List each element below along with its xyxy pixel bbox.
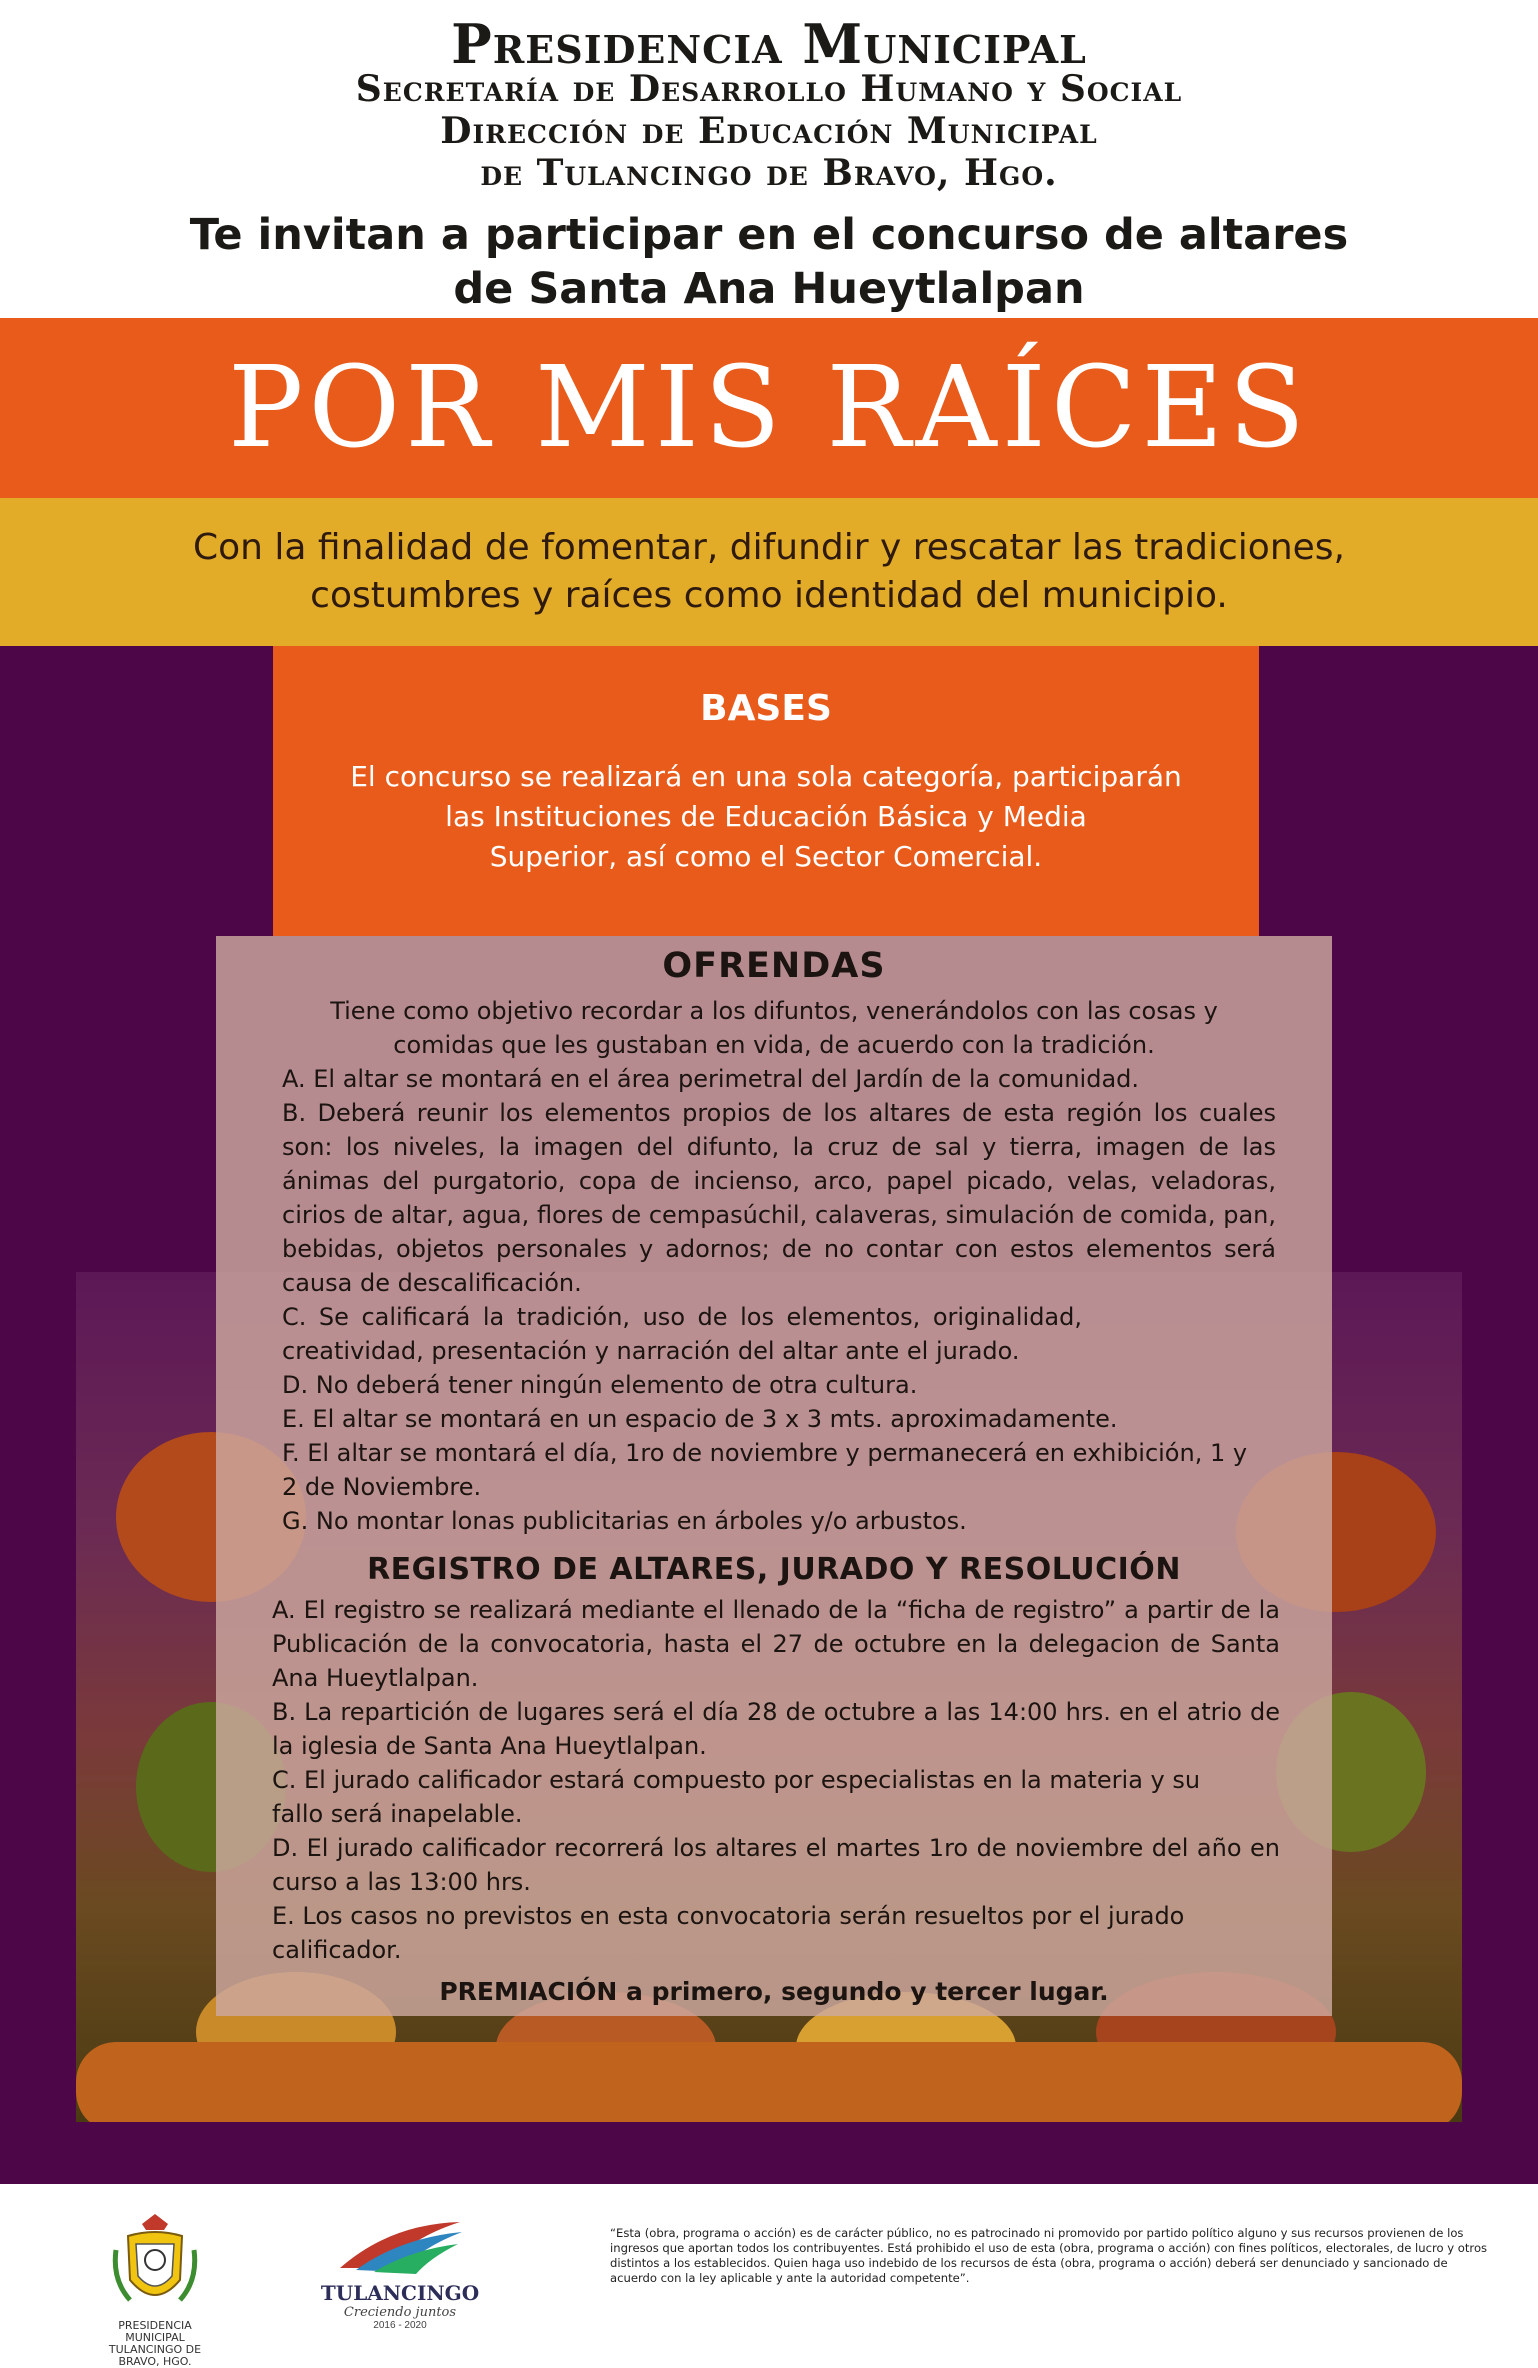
invite-line-1: Te invitan a participar en el concurso de altares bbox=[189, 210, 1349, 260]
item-letter: B. bbox=[272, 1698, 297, 1726]
purpose-line-2: costumbres y raíces como identidad del municipio. bbox=[310, 575, 1228, 616]
item-text: No montar lonas publicitarias en árboles y/o arbustos. bbox=[308, 1507, 967, 1535]
logo2-years: 2016 - 2020 bbox=[373, 2320, 427, 2331]
invite-text bbox=[0, 208, 1538, 316]
bases-text bbox=[273, 757, 1259, 877]
ofrendas-item-c bbox=[282, 1300, 1082, 1368]
logo2-slogan: Creciendo juntos bbox=[343, 2305, 457, 2320]
ofrendas-item-a bbox=[282, 1062, 1276, 1096]
item-text: El altar se montará en el área perimetral del Jardín de la comunidad. bbox=[305, 1065, 1140, 1093]
presidencia-logo bbox=[90, 2210, 220, 2368]
poster-title: POR MIS RAÍCES bbox=[228, 343, 1310, 473]
ofrendas-intro bbox=[266, 994, 1282, 1062]
item-text: El jurado calificador recorrerá los altares el martes 1ro de noviembre del año en curso a las 13:00 hrs. bbox=[272, 1834, 1280, 1896]
bases-title: BASES bbox=[700, 688, 832, 729]
invite-line-2: de Santa Ana Hueytlalpan bbox=[453, 264, 1085, 314]
item-letter: A. bbox=[282, 1065, 306, 1093]
bases-line-1: El concurso se realizará en una sola categoría, participarán bbox=[350, 760, 1182, 793]
ofrendas-item-f bbox=[282, 1436, 1262, 1504]
logo2-brand: TULANCINGO bbox=[320, 2281, 480, 2305]
ofrendas-item-g bbox=[282, 1504, 1276, 1538]
purpose-band bbox=[0, 498, 1538, 646]
ofrendas-intro-line-1: Tiene como objetivo recordar a los difuntos, venerándolos con las cosas y bbox=[330, 997, 1218, 1025]
logo1-caption-2: TULANCINGO DE BRAVO, HGO. bbox=[108, 2343, 202, 2368]
item-letter: D. bbox=[272, 1834, 299, 1862]
item-text: La repartición de lugares será el día 28 de octubre a las 14:00 hrs. en el atrio de la iglesia de Santa Ana Hueytlalpan. bbox=[272, 1698, 1280, 1760]
item-letter: F. bbox=[282, 1439, 300, 1467]
marigold-shape bbox=[76, 2042, 1462, 2122]
purpose-line-1: Con la finalidad de fomentar, difundir y rescatar las tradiciones, bbox=[193, 527, 1345, 568]
purpose-text bbox=[0, 498, 1538, 620]
item-letter: E. bbox=[272, 1902, 295, 1930]
item-text: Deberá reunir los elementos propios de los altares de esta región los cuales son: los niveles, la imagen del difunto, la cruz de sal y tierra, imagen de las ánimas del purgatorio, copa de incienso, arco, papel picado, velas, veladoras, cirios de altar, agua, flores de cempasúchil, calaveras, simulación de comida, pan, bebidas, objetos personales y adornos; de no contar con estos elementos será causa de descalificación. bbox=[282, 1099, 1276, 1297]
item-letter: D. bbox=[282, 1371, 309, 1399]
swoosh-logo-icon bbox=[330, 2214, 470, 2276]
item-text: El jurado calificador estará compuesto por especialistas en la materia y su fallo será inapelable. bbox=[272, 1766, 1201, 1828]
coat-of-arms-icon bbox=[110, 2210, 200, 2315]
ofrendas-list bbox=[282, 1062, 1276, 1538]
item-letter: B. bbox=[282, 1099, 307, 1127]
bases-line-2: las Instituciones de Educación Básica y Media bbox=[445, 800, 1087, 833]
ofrendas-box bbox=[216, 936, 1332, 2016]
premiacion-text: PREMIACIÓN a primero, segundo y tercer lugar. bbox=[439, 1977, 1109, 2006]
bases-box bbox=[273, 646, 1259, 936]
title-band bbox=[0, 318, 1538, 498]
item-text: Los casos no previstos en esta convocatoria serán resueltos por el jurado calificador. bbox=[272, 1902, 1185, 1964]
registro-title: REGISTRO DE ALTARES, JURADO Y RESOLUCIÓN bbox=[367, 1552, 1181, 1587]
item-letter: E. bbox=[282, 1405, 305, 1433]
item-letter: G. bbox=[282, 1507, 309, 1535]
item-text: El registro se realizará mediante el llenado de la “ficha de registro” a partir de la Publicación de la convocatoria, hasta el 27 de octubre en la delegacion de Santa Ana Hueytlalpan. bbox=[272, 1596, 1280, 1692]
item-text: No deberá tener ningún elemento de otra cultura. bbox=[308, 1371, 918, 1399]
registro-item-e bbox=[272, 1899, 1232, 1967]
registro-item-c bbox=[272, 1763, 1232, 1831]
registro-item-b bbox=[272, 1695, 1280, 1763]
item-letter: C. bbox=[282, 1303, 307, 1331]
ofrendas-item-e bbox=[282, 1402, 1276, 1436]
header-presidencia: Presidencia Municipal bbox=[451, 12, 1087, 76]
bases-line-3: Superior, así como el Sector Comercial. bbox=[489, 840, 1043, 873]
registro-list bbox=[272, 1593, 1280, 1967]
ofrendas-title: OFRENDAS bbox=[662, 946, 886, 986]
header-direccion: Dirección de Educación Municipal bbox=[440, 110, 1098, 152]
header-secretaria: Secretaría de Desarrollo Humano y Social bbox=[355, 68, 1183, 110]
registro-item-d bbox=[272, 1831, 1280, 1899]
header bbox=[0, 0, 1538, 318]
ofrendas-item-d bbox=[282, 1368, 1276, 1402]
ofrendas-item-b bbox=[282, 1096, 1276, 1300]
item-letter: A. bbox=[272, 1596, 296, 1624]
item-text: El altar se montará en un espacio de 3 x 3 mts. aproximadamente. bbox=[304, 1405, 1118, 1433]
item-text: El altar se montará el día, 1ro de noviembre y permanecerá en exhibición, 1 y 2 de Noviembre. bbox=[282, 1439, 1248, 1501]
tulancingo-logo bbox=[320, 2214, 480, 2354]
header-municipio: de Tulancingo de Bravo, Hgo. bbox=[480, 152, 1058, 194]
logo1-caption-1: PRESIDENCIA MUNICIPAL bbox=[118, 2319, 192, 2344]
ofrendas-intro-line-2: comidas que les gustaban en vida, de acuerdo con la tradición. bbox=[393, 1031, 1155, 1059]
item-text: Se calificará la tradición, uso de los elementos, originalidad, creatividad, presentación y narración del altar ante el jurado. bbox=[282, 1303, 1082, 1365]
item-letter: C. bbox=[272, 1766, 297, 1794]
registro-item-a bbox=[272, 1593, 1280, 1695]
footer bbox=[0, 2184, 1538, 2368]
legal-disclaimer: “Esta (obra, programa o acción) es de carácter público, no es patrocinado ni promovido por partido político alguno y sus recursos provienen de los ingresos que aportan todos los contribuyentes. Está prohibido el uso de esta (obra, programa o acción) con fines políticos, electorales, de lucro y otros distintos a los establecidos. Quien haga uso indebido de los recursos de ésta (obra, programa o acción) deberá ser denunciado y sancionado de acuerdo con la ley aplicable y ante la autoridad competente”. bbox=[610, 2226, 1488, 2285]
